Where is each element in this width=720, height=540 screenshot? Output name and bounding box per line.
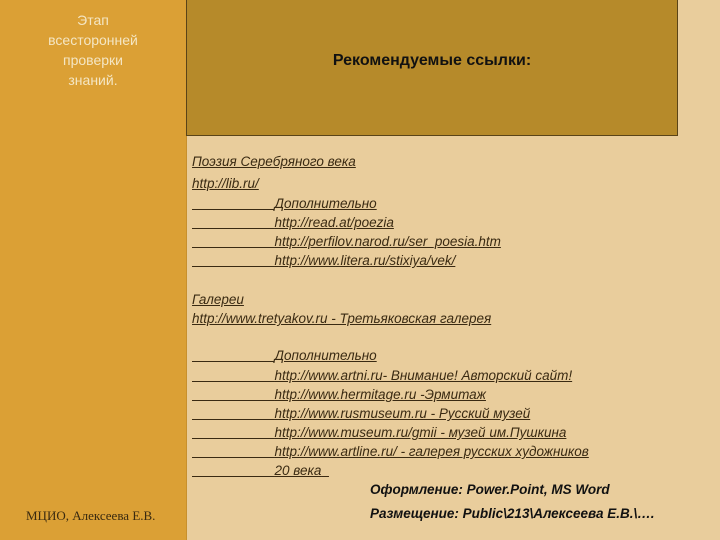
stage-title [10, 10, 176, 90]
galleries-extra-link[interactable]: http://www.artline.ru/ - галерея русских художников [274, 444, 589, 459]
stage-title-line: Этап [77, 12, 109, 28]
galleries-main-link[interactable]: http://www.tretyakov.ru - Третьяковская галерея [192, 311, 492, 326]
stage-title-line: знаний. [68, 72, 118, 88]
poetry-extra-link[interactable]: http://perfilov.narod.ru/ser_poesia.htm [274, 234, 501, 249]
galleries-extra-label: Дополнительно [274, 348, 377, 363]
galleries-extra-link[interactable]: http://www.hermitage.ru -Эрмитаж [274, 387, 486, 402]
poetry-main-link[interactable]: http://lib.ru/ [192, 176, 259, 191]
galleries-heading: Галереи [192, 292, 244, 307]
poetry-heading: Поэзия Серебряного века [192, 154, 356, 169]
author-label: МЦИО, Алексеева Е.В. [26, 508, 156, 523]
placement-credit: Размещение: Public\213\Алексеева Е.В.\…. [370, 506, 655, 521]
header-panel [186, 0, 678, 136]
page-title: Рекомендуемые ссылки: [332, 52, 532, 69]
poetry-extra-link[interactable]: http://read.at/poezia [274, 215, 394, 230]
design-credit: Оформление: Power.Point, MS Word [370, 482, 610, 497]
stage-title-line: проверки [63, 52, 123, 68]
galleries-extra-link[interactable]: http://www.museum.ru/gmii - музей им.Пушкина [274, 425, 567, 440]
stage-title-line: всесторонней [48, 32, 138, 48]
poetry-extra-label: Дополнительно [274, 196, 377, 211]
galleries-extra-link[interactable]: http://www.rusmuseum.ru - Русский музей [274, 406, 531, 421]
galleries-extra-link[interactable]: 20 века [274, 463, 322, 478]
galleries-extra-link[interactable]: http://www.artni.ru- Внимание! Авторский сайт! [274, 368, 573, 383]
left-sidebar [0, 0, 187, 540]
poetry-extra-link[interactable]: http://www.litera.ru/stixiya/vek/ [274, 253, 456, 268]
